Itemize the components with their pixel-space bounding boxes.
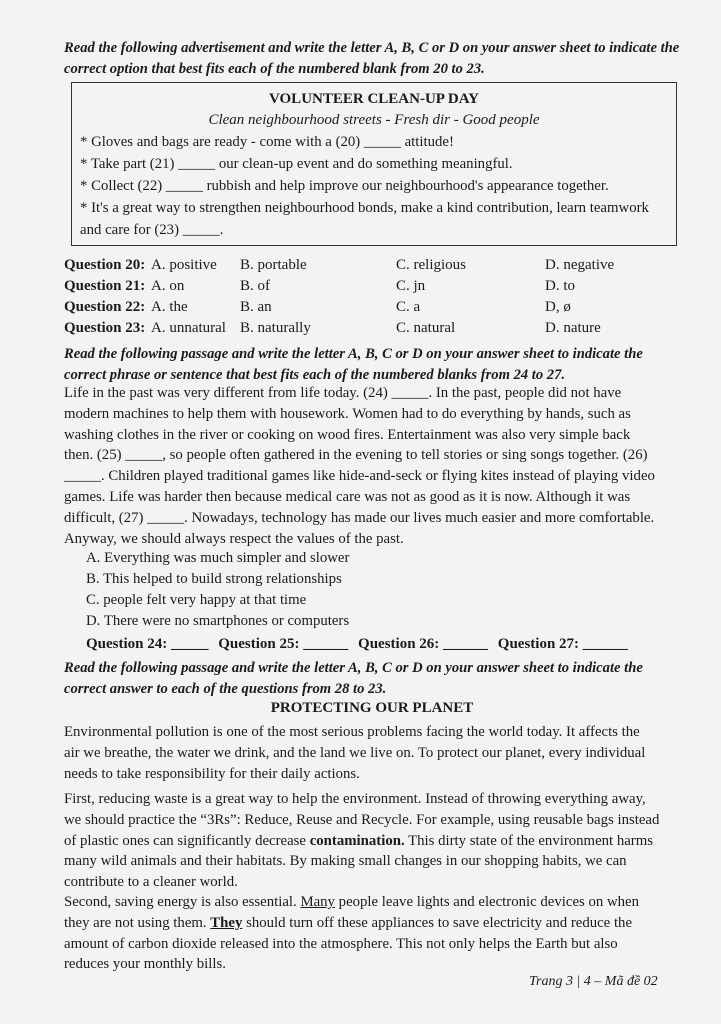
option-a: A. unnatural <box>151 320 226 336</box>
option-b: B. naturally <box>240 320 311 336</box>
instruction-part2: Read the following passage and write the letter A, B, C or D on your answer sheet to indicate the correct phrase or sentence that best fits each of the numbered blanks from 24 to 27. <box>64 346 643 383</box>
option-b: B. an <box>240 299 272 315</box>
passage-line: games. Life was harder then because medical care was not as good as it is now. Although it was <box>64 488 631 505</box>
passage-line: reduces your monthly bills. <box>64 956 226 973</box>
passage2-title: PROTECTING OUR PLANET <box>270 700 474 716</box>
ad-line: and care for (23) _____. <box>80 222 224 238</box>
ad-subtitle: Clean neighbourhood streets - Fresh dir - Good people <box>208 112 540 128</box>
passage-line: amount of carbon dioxide released into the atmosphere. This not only helps the Earth but also <box>64 935 618 952</box>
page-footer: Trang 3 | 4 – Mã đề 02 <box>529 974 658 989</box>
text-run: Second, saving energy is also essential. <box>64 894 301 910</box>
answer-blank: Question 27: ______ <box>497 636 628 652</box>
ad-title: VOLUNTEER CLEAN-UP DAY <box>268 91 479 107</box>
instruction-part1: Read the following advertisement and write the letter A, B, C or D on your answer sheet to indicate the correct option that best fits each of the numbered blank from 20 to 23. <box>64 40 680 77</box>
option-a: A. on <box>151 278 185 294</box>
option-d: D, ø <box>545 299 571 315</box>
text-run: they are not using them. <box>64 914 211 931</box>
option-a: A. the <box>151 299 188 315</box>
question-label: Question 21: <box>64 278 146 294</box>
ad-line: * Gloves and bags are ready - come with a (20) _____ attitude! <box>80 134 454 150</box>
passage-line: contribute to a cleaner world. <box>64 874 238 891</box>
passage-line: then. (25) _____, so people often gathered in the evening to tell stories or sing songs together. (26) <box>64 447 648 464</box>
option-c: C. natural <box>396 320 456 336</box>
keyword-they: They <box>210 914 243 931</box>
question-label: Question 23: <box>64 320 146 336</box>
passage-line <box>64 913 675 934</box>
ad-line: * Collect (22) _____ rubbish and help improve our neighbourhood's appearance together. <box>80 178 609 194</box>
ad-line: * It's a great way to strengthen neighbourhood bonds, make a kind contribution, learn teamwork <box>80 200 649 216</box>
question-row-23 <box>64 318 680 339</box>
question-row-21 <box>64 276 680 297</box>
option-d: D. nature <box>545 320 601 336</box>
text-run: should turn off these appliances to save electricity and reduce the <box>242 914 633 931</box>
ad-line: * Take part (21) _____ our clean-up event and do something meaningful. <box>80 156 513 172</box>
answer-blank: Question 24: _____ <box>86 636 209 652</box>
question-label: Question 22: <box>64 299 146 315</box>
passage2-paragraph3 <box>64 892 675 975</box>
text-run: people leave lights and electronic devices on when <box>334 894 640 910</box>
passage-line: air we breathe, the water we drink, and the land we live on. To protect our planet, every individual <box>64 744 646 761</box>
option-d: D. to <box>545 278 575 294</box>
passage1-option-b: B. This helped to build strong relationships <box>86 571 342 587</box>
passage-line: Anyway, we should always respect the values of the past. <box>64 530 404 547</box>
passage1-option-d: D. There were no smartphones or computers <box>86 613 350 629</box>
option-c: C. a <box>396 299 421 315</box>
option-a: A. positive <box>151 257 217 273</box>
passage1-option-a: A. Everything was much simpler and slower <box>86 550 350 566</box>
option-b: B. portable <box>240 257 307 273</box>
text-run: of plastic ones can significantly decrease <box>64 832 310 849</box>
passage-line: difficult, (27) _____. Nowadays, technology has made our lives much easier and more comfortable. <box>64 509 655 526</box>
passage-line: needs to take responsibility for their daily actions. <box>64 765 360 782</box>
passage-line: Environmental pollution is one of the most serious problems facing the world today. It affects the <box>64 724 640 740</box>
instruction-part3: Read the following passage and write the letter A, B, C or D on your answer sheet to indicate the correct answer to each of the questions from 28 to 23. <box>64 660 643 697</box>
option-d: D. negative <box>545 257 615 273</box>
passage-line: we should practice the “3Rs”: Reduce, Reuse and Recycle. For example, using reusable bags instead <box>64 811 660 828</box>
passage2-paragraph2 <box>64 789 675 893</box>
option-c: C. religious <box>396 257 466 273</box>
answer-blanks <box>86 634 634 654</box>
passage1-option-c: C. people felt very happy at that time <box>86 592 307 608</box>
keyword-many: Many <box>300 894 335 910</box>
advertisement-box <box>71 82 677 246</box>
passage-line: First, reducing waste is a great way to help the environment. Instead of throwing everything away, <box>64 791 646 807</box>
passage-line <box>64 892 675 913</box>
option-c: C. jn <box>396 278 426 294</box>
keyword-contamination: contamination. <box>309 832 405 849</box>
passage2-paragraph1 <box>64 722 675 784</box>
passage-line: _____. Children played traditional games like hide-and-seck or flying kites instead of playing video <box>64 468 655 485</box>
answer-blank: Question 25: ______ <box>218 636 349 652</box>
question-label: Question 20: <box>64 257 146 273</box>
passage-line: washing clothes in the river or cooking on wood fires. Entertainment was also very simple back <box>64 426 631 443</box>
answer-blank: Question 26: ______ <box>358 636 489 652</box>
option-b: B. of <box>240 278 270 294</box>
passage-line: Life in the past was very different from life today. (24) _____. In the past, people did not have <box>64 385 622 401</box>
passage-line <box>64 831 675 852</box>
passage1-text <box>64 383 675 549</box>
question-row-20 <box>64 255 680 276</box>
passage-line: many wild animals and their habitats. By making small changes in our shopping habits, we can <box>64 853 627 870</box>
question-row-22 <box>64 297 680 318</box>
text-run: This dirty state of the environment harms <box>404 832 654 849</box>
passage-line: modern machines to help them with housework. Women had to do everything by hands, such as <box>64 405 631 422</box>
